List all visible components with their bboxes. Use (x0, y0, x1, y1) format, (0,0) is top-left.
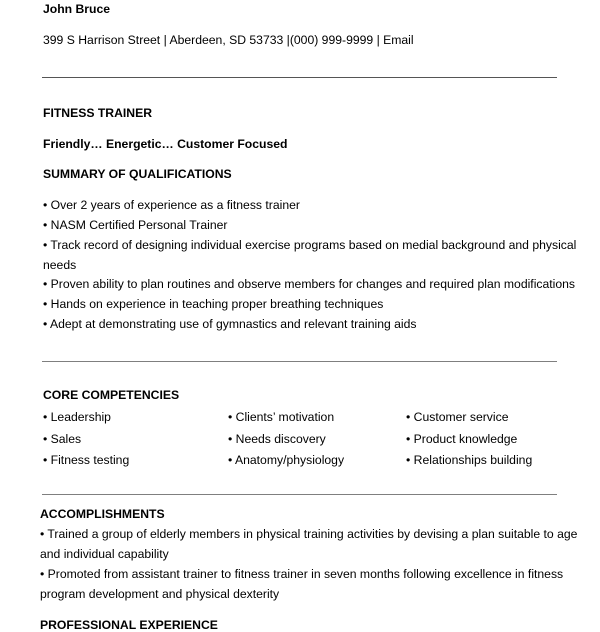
accomplishments-heading: ACCOMPLISHMENTS (40, 507, 165, 521)
header-divider (42, 77, 557, 78)
accomplishment-line: program development and physical dexterity (40, 587, 280, 601)
competency-item: • Sales (43, 432, 82, 446)
competency-item: • Needs discovery (228, 432, 326, 446)
summary-line: needs (43, 258, 77, 272)
accomplishment-line: and individual capability (40, 547, 169, 561)
tagline: Friendly… Energetic… Customer Focused (43, 137, 288, 151)
competency-item: • Leadership (43, 410, 111, 424)
summary-divider (42, 361, 557, 362)
experience-heading: PROFESSIONAL EXPERIENCE (40, 618, 218, 632)
competency-item: • Fitness testing (43, 453, 130, 467)
contact-line: 399 S Harrison Street | Aberdeen, SD 53733 |(000) 999-9999 | Email (43, 33, 414, 47)
summary-line: • Adept at demonstrating use of gymnastics and relevant training aids (43, 317, 417, 331)
accomplishment-line: • Trained a group of elderly members in physical training activities by devising a plan suitable to age (40, 527, 578, 541)
summary-line: • Over 2 years of experience as a fitness trainer (43, 198, 300, 212)
competency-item: • Anatomy/physiology (228, 453, 345, 467)
summary-line: • Proven ability to plan routines and observe members for changes and required plan modifications (43, 277, 576, 291)
accomplishment-line: • Promoted from assistant trainer to fitness trainer in seven months following excellence in fitness (40, 567, 564, 581)
competency-item: • Customer service (406, 410, 509, 424)
job-title: FITNESS TRAINER (43, 106, 153, 120)
competency-item: • Product knowledge (406, 432, 518, 446)
core-divider (42, 494, 557, 495)
summary-line: • Track record of designing individual exercise programs based on medial background and physical (43, 238, 577, 252)
summary-line: • NASM Certified Personal Trainer (43, 218, 228, 232)
summary-line: • Hands on experience in teaching proper breathing techniques (43, 297, 384, 311)
candidate-name: John Bruce (43, 2, 111, 16)
competency-item: • Relationships building (406, 453, 533, 467)
core-heading: CORE COMPETENCIES (43, 388, 180, 402)
competency-item: • Clients’ motivation (228, 410, 335, 424)
summary-heading: SUMMARY OF QUALIFICATIONS (43, 167, 232, 181)
